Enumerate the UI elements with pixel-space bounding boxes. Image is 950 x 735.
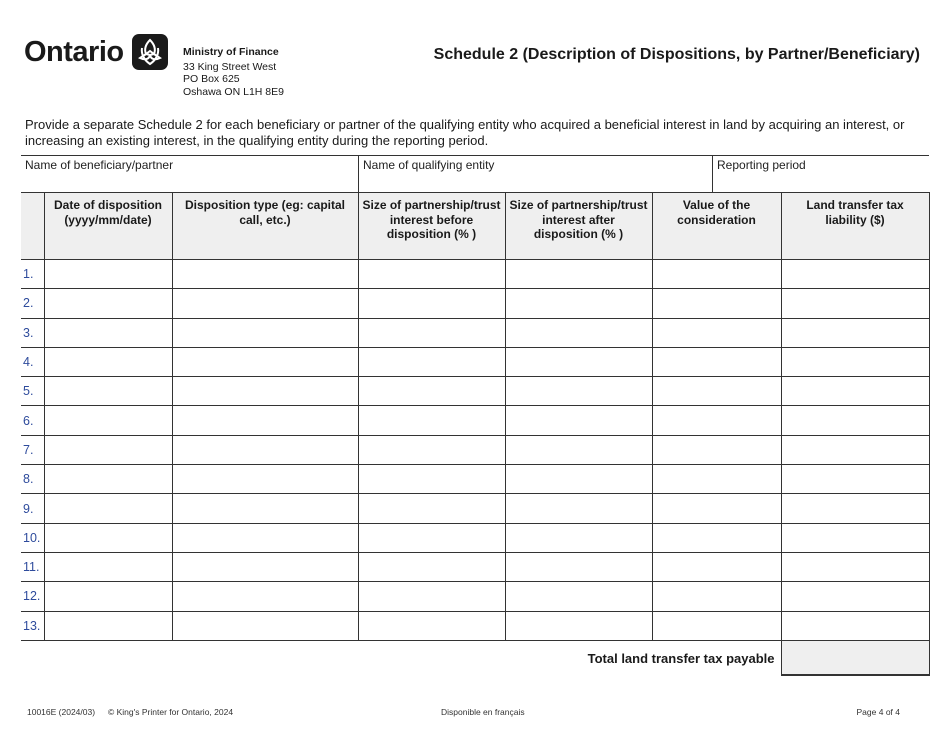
date-of-disposition-field[interactable] (44, 494, 172, 523)
row-number: 3. (21, 318, 44, 347)
date-of-disposition-field[interactable] (44, 377, 172, 406)
ministry-name: Ministry of Finance (183, 46, 279, 58)
total-label: Total land transfer tax payable (587, 650, 775, 666)
table-row (21, 435, 929, 464)
column-header: Size of partnership/trust interest before disposition (% ) (358, 193, 505, 260)
consideration-value-field[interactable] (652, 347, 781, 376)
disposition-type-field[interactable] (172, 260, 358, 289)
table-row (21, 465, 929, 494)
date-of-disposition-field[interactable] (44, 260, 172, 289)
row-number: 11. (21, 552, 44, 581)
interest-after-field[interactable] (505, 347, 652, 376)
date-of-disposition-field[interactable] (44, 289, 172, 318)
disposition-type-field[interactable] (172, 347, 358, 376)
table-row (21, 582, 929, 611)
table-row (21, 494, 929, 523)
disposition-type-field[interactable] (172, 523, 358, 552)
date-of-disposition-field[interactable] (44, 318, 172, 347)
row-number: 7. (21, 435, 44, 464)
column-header: Value of the consideration (652, 193, 781, 260)
interest-after-field[interactable] (505, 611, 652, 640)
interest-after-field[interactable] (505, 465, 652, 494)
date-of-disposition-field[interactable] (44, 611, 172, 640)
consideration-value-field[interactable] (652, 289, 781, 318)
dispositions-table (21, 192, 930, 676)
interest-after-field[interactable] (505, 435, 652, 464)
interest-after-field[interactable] (505, 523, 652, 552)
table-row (21, 318, 929, 347)
interest-before-field[interactable] (358, 377, 505, 406)
row-number: 5. (21, 377, 44, 406)
interest-after-field[interactable] (505, 582, 652, 611)
interest-before-field[interactable] (358, 260, 505, 289)
address-line: Oshawa ON L1H 8E9 (183, 85, 284, 98)
interest-before-field[interactable] (358, 289, 505, 318)
interest-before-field[interactable] (358, 318, 505, 347)
table-row (21, 260, 929, 289)
tax-liability-field[interactable] (781, 465, 929, 494)
total-row (21, 640, 929, 675)
date-of-disposition-field[interactable] (44, 523, 172, 552)
interest-before-field[interactable] (358, 523, 505, 552)
date-of-disposition-field[interactable] (44, 347, 172, 376)
row-number: 8. (21, 465, 44, 494)
reporting-period-field[interactable] (712, 156, 929, 193)
row-number: 4. (21, 347, 44, 376)
interest-after-field[interactable] (505, 494, 652, 523)
column-header: Size of partnership/trust interest after disposition (% ) (505, 193, 652, 260)
table-row (21, 347, 929, 376)
tax-liability-field[interactable] (781, 289, 929, 318)
page-title: Schedule 2 (Description of Dispositions, by Partner/Beneficiary) (433, 46, 920, 63)
row-number-header (21, 193, 44, 260)
consideration-value-field[interactable] (652, 435, 781, 464)
row-number: 13. (21, 611, 44, 640)
date-of-disposition-field[interactable] (44, 465, 172, 494)
disposition-type-field[interactable] (172, 377, 358, 406)
copyright-notice: © King's Printer for Ontario, 2024 (108, 707, 234, 717)
form-code: 10016E (2024/03) (27, 707, 96, 717)
table-row (21, 552, 929, 581)
tax-liability-field[interactable] (781, 435, 929, 464)
interest-before-field[interactable] (358, 552, 505, 581)
tax-liability-field[interactable] (781, 552, 929, 581)
row-number: 9. (21, 494, 44, 523)
consideration-value-field[interactable] (652, 318, 781, 347)
beneficiary-name-field[interactable] (21, 156, 358, 193)
table-header-row (21, 193, 929, 260)
beneficiary-name-label: Name of beneficiary/partner (25, 158, 174, 172)
interest-before-field[interactable] (358, 347, 505, 376)
row-number: 2. (21, 289, 44, 318)
address-line: 33 King Street West (183, 60, 277, 73)
disposition-type-field[interactable] (172, 552, 358, 581)
entity-info-row (21, 155, 929, 192)
ministry-address (183, 46, 284, 98)
consideration-value-field[interactable] (652, 377, 781, 406)
ontario-logo (24, 34, 168, 70)
interest-after-field[interactable] (505, 289, 652, 318)
logo-wordmark: Ontario (24, 35, 124, 68)
row-number: 1. (21, 260, 44, 289)
address-line: PO Box 625 (183, 73, 240, 86)
row-number: 10. (21, 523, 44, 552)
interest-after-field[interactable] (505, 260, 652, 289)
tax-liability-field[interactable] (781, 494, 929, 523)
tax-liability-field[interactable] (781, 260, 929, 289)
tax-liability-field[interactable] (781, 377, 929, 406)
instructions-text: Provide a separate Schedule 2 for each beneficiary or partner of the qualifying entity who acquired a beneficial interest in land by acquiring an interest, or increasing an existing interest, in the qualifying entity during the reporting period. (25, 117, 905, 148)
consideration-value-field[interactable] (652, 611, 781, 640)
interest-after-field[interactable] (505, 377, 652, 406)
disposition-type-field[interactable] (172, 318, 358, 347)
date-of-disposition-field[interactable] (44, 582, 172, 611)
interest-before-field[interactable] (358, 435, 505, 464)
trillium-icon (132, 34, 168, 70)
interest-after-field[interactable] (505, 406, 652, 435)
table-row (21, 289, 929, 318)
column-header: Land transfer tax liability ($) (781, 193, 929, 260)
disposition-type-field[interactable] (172, 289, 358, 318)
consideration-value-field[interactable] (652, 523, 781, 552)
total-tax-payable-field[interactable] (781, 640, 929, 675)
tax-liability-field[interactable] (781, 523, 929, 552)
table-row (21, 611, 929, 640)
consideration-value-field[interactable] (652, 260, 781, 289)
consideration-value-field[interactable] (652, 494, 781, 523)
date-of-disposition-field[interactable] (44, 435, 172, 464)
date-of-disposition-field[interactable] (44, 406, 172, 435)
table-row (21, 377, 929, 406)
reporting-period-label: Reporting period (717, 158, 806, 172)
interest-after-field[interactable] (505, 318, 652, 347)
tax-liability-field[interactable] (781, 582, 929, 611)
interest-before-field[interactable] (358, 582, 505, 611)
french-availability: Disponible en français (441, 707, 525, 717)
interest-before-field[interactable] (358, 406, 505, 435)
tax-liability-field[interactable] (781, 406, 929, 435)
interest-before-field[interactable] (358, 494, 505, 523)
qualifying-entity-field[interactable] (358, 156, 712, 193)
tax-liability-field[interactable] (781, 347, 929, 376)
table-row (21, 406, 929, 435)
row-number: 12. (21, 582, 44, 611)
page-number: Page 4 of 4 (856, 707, 900, 717)
consideration-value-field[interactable] (652, 406, 781, 435)
table-row (21, 523, 929, 552)
disposition-type-field[interactable] (172, 494, 358, 523)
consideration-value-field[interactable] (652, 582, 781, 611)
interest-before-field[interactable] (358, 611, 505, 640)
consideration-value-field[interactable] (652, 552, 781, 581)
column-header: Date of disposition (yyyy/mm/date) (44, 193, 172, 260)
disposition-type-field[interactable] (172, 611, 358, 640)
interest-before-field[interactable] (358, 465, 505, 494)
disposition-type-field[interactable] (172, 582, 358, 611)
disposition-type-field[interactable] (172, 435, 358, 464)
row-number: 6. (21, 406, 44, 435)
disposition-type-field[interactable] (172, 465, 358, 494)
disposition-type-field[interactable] (172, 406, 358, 435)
qualifying-entity-label: Name of qualifying entity (363, 158, 495, 172)
tax-liability-field[interactable] (781, 318, 929, 347)
tax-liability-field[interactable] (781, 611, 929, 640)
interest-after-field[interactable] (505, 552, 652, 581)
date-of-disposition-field[interactable] (44, 552, 172, 581)
consideration-value-field[interactable] (652, 465, 781, 494)
column-header: Disposition type (eg: capital call, etc.) (172, 193, 358, 260)
